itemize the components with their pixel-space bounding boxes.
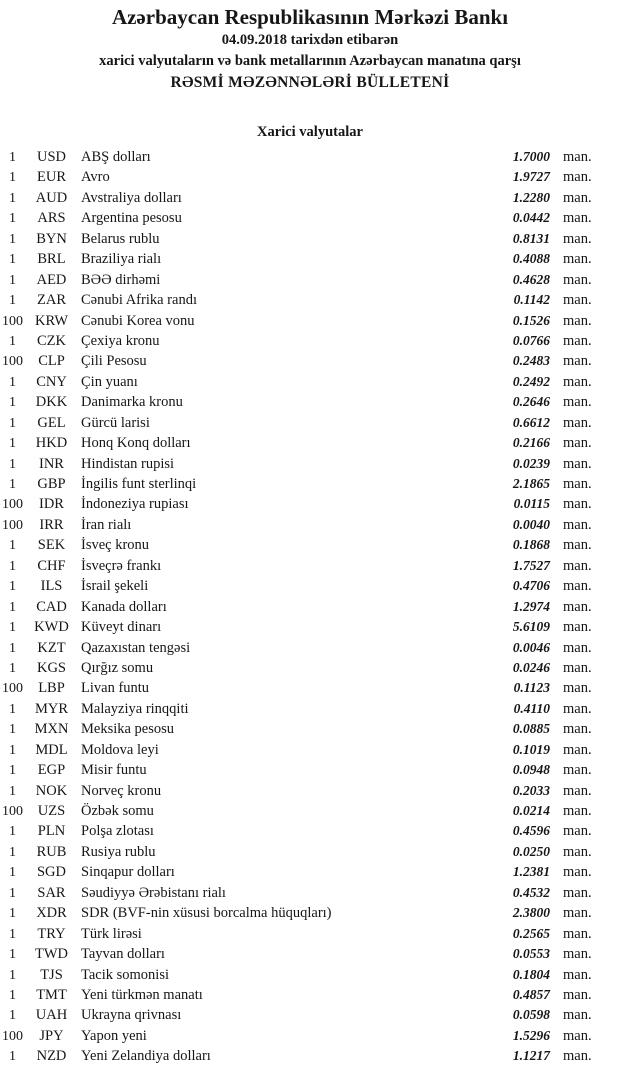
quantity-cell: 1 bbox=[9, 538, 16, 554]
currency-code-cell: BYN bbox=[36, 230, 67, 247]
rate-cell: 0.1019 bbox=[512, 741, 550, 757]
unit-cell: man. bbox=[563, 884, 592, 901]
unit-cell: man. bbox=[563, 414, 592, 431]
currency-code-cell: EGP bbox=[37, 762, 66, 779]
currency-name-cell: İngilis funt sterlinqi bbox=[81, 476, 197, 492]
quantity-cell: 1 bbox=[9, 885, 16, 901]
table-row bbox=[0, 638, 620, 658]
table-row bbox=[0, 597, 620, 617]
unit-cell: man. bbox=[563, 1027, 592, 1044]
rate-cell: 0.2646 bbox=[512, 394, 550, 410]
unit-cell: man. bbox=[563, 312, 592, 329]
unit-cell: man. bbox=[563, 230, 592, 247]
unit-cell: man. bbox=[563, 803, 592, 819]
rate-cell: 2.1865 bbox=[512, 476, 550, 491]
currency-name-cell: Çin yuanı bbox=[81, 373, 138, 390]
table-row bbox=[0, 249, 620, 269]
quantity-cell: 1 bbox=[9, 824, 16, 840]
unit-cell: man. bbox=[563, 394, 592, 411]
currency-code-cell: AED bbox=[36, 271, 67, 288]
unit-cell: man. bbox=[563, 782, 592, 799]
unit-cell: man. bbox=[563, 210, 592, 227]
currency-code-cell: IRR bbox=[39, 516, 64, 533]
quantity-cell: 100 bbox=[2, 517, 23, 533]
currency-code-cell: CHF bbox=[37, 557, 66, 574]
rate-cell: 1.7527 bbox=[512, 557, 550, 573]
quantity-cell: 1 bbox=[9, 844, 16, 860]
currency-code-cell: DKK bbox=[35, 394, 68, 411]
currency-code-cell: SAR bbox=[37, 884, 66, 901]
currency-code-cell: INR bbox=[39, 455, 64, 472]
table-row bbox=[0, 208, 620, 228]
currency-name-cell: Özbək somu bbox=[81, 803, 154, 819]
currency-code-cell: CNY bbox=[36, 373, 67, 390]
table-row bbox=[0, 781, 620, 801]
table-row bbox=[0, 311, 620, 331]
quantity-cell: 1 bbox=[9, 1008, 16, 1024]
rate-cell: 0.1868 bbox=[512, 537, 550, 553]
currency-name-cell: İsveçrə frankı bbox=[81, 557, 162, 574]
quantity-cell: 1 bbox=[9, 415, 16, 431]
table-row bbox=[0, 965, 620, 985]
table-row bbox=[0, 188, 620, 208]
bank-name-title: Azərbaycan Respublikasının Mərkəzi Bankı bbox=[111, 5, 509, 29]
rate-cell: 1.9727 bbox=[512, 169, 550, 185]
currency-name-cell: Braziliya rialı bbox=[81, 251, 162, 268]
table-row bbox=[0, 1005, 620, 1025]
rate-cell: 0.0239 bbox=[512, 455, 550, 471]
table-row bbox=[0, 801, 620, 821]
quantity-cell: 1 bbox=[9, 783, 16, 799]
currency-name-cell: Meksika pesosu bbox=[81, 721, 175, 738]
currency-code-cell: CAD bbox=[36, 598, 67, 615]
rate-cell: 1.7000 bbox=[512, 149, 550, 164]
exchange-rates-table bbox=[0, 147, 620, 1067]
table-row bbox=[0, 167, 620, 187]
currency-code-cell: AUD bbox=[35, 189, 68, 206]
currency-code-cell: BRL bbox=[37, 251, 66, 268]
quantity-cell: 1 bbox=[9, 763, 16, 779]
quantity-cell: 1 bbox=[9, 395, 16, 411]
table-row bbox=[0, 433, 620, 453]
rate-cell: 0.1123 bbox=[513, 680, 550, 696]
rate-cell: 0.2492 bbox=[512, 373, 550, 389]
unit-cell: man. bbox=[563, 537, 592, 554]
unit-cell: man. bbox=[563, 598, 592, 615]
quantity-cell: 1 bbox=[9, 579, 16, 595]
table-row bbox=[0, 760, 620, 780]
quantity-cell: 1 bbox=[9, 252, 16, 268]
table-row bbox=[0, 372, 620, 392]
bulletin-title: RƏSMİ MƏZƏNNƏLƏRİ BÜLLETENİ bbox=[170, 74, 450, 91]
currency-name-cell: Türk lirəsi bbox=[81, 925, 142, 942]
table-row bbox=[0, 658, 620, 678]
quantity-cell: 100 bbox=[2, 354, 23, 370]
currency-name-cell: Avstraliya dolları bbox=[81, 189, 182, 206]
currency-name-cell: BƏƏ dirhəmi bbox=[81, 271, 161, 288]
rate-cell: 0.0214 bbox=[512, 803, 550, 818]
currency-name-cell: Polşa zlotası bbox=[81, 823, 154, 840]
rate-cell: 2.3800 bbox=[512, 905, 550, 921]
table-row bbox=[0, 903, 620, 923]
table-row bbox=[0, 290, 620, 310]
table-row bbox=[0, 821, 620, 841]
unit-cell: man. bbox=[563, 905, 592, 922]
currency-code-cell: RUB bbox=[36, 843, 67, 860]
currency-name-cell: İndoneziya rupiası bbox=[81, 496, 189, 513]
quantity-cell: 1 bbox=[9, 660, 16, 676]
rate-cell: 1.2280 bbox=[512, 189, 550, 205]
table-row bbox=[0, 617, 620, 637]
rate-cell: 1.5296 bbox=[512, 1027, 550, 1043]
currency-code-cell: HKD bbox=[35, 435, 68, 452]
rate-cell: 1.2381 bbox=[512, 864, 550, 880]
quantity-cell: 1 bbox=[9, 150, 16, 165]
unit-cell: man. bbox=[563, 332, 592, 349]
currency-code-cell: ARS bbox=[37, 210, 66, 227]
table-row bbox=[0, 454, 620, 474]
currency-name-cell: Hindistan rupisi bbox=[81, 455, 175, 472]
currency-name-cell: Tayvan dolları bbox=[81, 946, 165, 963]
currency-code-cell: MDL bbox=[35, 741, 68, 758]
currency-name-cell: Çili Pesosu bbox=[81, 353, 147, 370]
rate-cell: 0.0553 bbox=[512, 946, 550, 962]
table-row bbox=[0, 494, 620, 514]
unit-cell: man. bbox=[563, 966, 592, 983]
rate-cell: 0.6612 bbox=[512, 414, 550, 430]
rate-cell: 0.4628 bbox=[512, 271, 550, 287]
currency-code-cell: KGS bbox=[36, 659, 66, 676]
currency-code-cell: IDR bbox=[39, 496, 64, 513]
rate-cell: 0.1804 bbox=[512, 966, 550, 982]
rate-cell: 0.4532 bbox=[512, 884, 550, 900]
unit-cell: man. bbox=[563, 700, 592, 717]
table-row bbox=[0, 351, 620, 371]
rate-cell: 0.4857 bbox=[512, 986, 550, 1002]
quantity-cell: 1 bbox=[9, 620, 16, 636]
unit-cell: man. bbox=[563, 986, 592, 1003]
quantity-cell: 1 bbox=[9, 436, 16, 452]
table-row bbox=[0, 699, 620, 719]
currency-code-cell: CLP bbox=[38, 353, 65, 370]
unit-cell: man. bbox=[563, 557, 592, 574]
currency-code-cell: USD bbox=[36, 149, 66, 165]
currency-code-cell: CZK bbox=[37, 332, 66, 349]
quantity-cell: 100 bbox=[2, 1028, 23, 1044]
currency-code-cell: SGD bbox=[36, 864, 66, 881]
rate-cell: 0.2033 bbox=[512, 782, 550, 798]
rate-cell: 5.6109 bbox=[512, 619, 550, 635]
unit-cell: man. bbox=[563, 149, 592, 165]
currency-name-cell: SDR (BVF-nin xüsusi borcalma hüquqları) bbox=[81, 905, 332, 922]
quantity-cell: 1 bbox=[9, 333, 16, 349]
unit-cell: man. bbox=[563, 455, 592, 472]
rate-cell: 0.2166 bbox=[512, 435, 550, 451]
currency-name-cell: Cənubi Afrika randı bbox=[81, 292, 197, 309]
currency-code-cell: ZAR bbox=[37, 292, 66, 309]
currency-code-cell: JPY bbox=[39, 1027, 64, 1044]
rate-cell: 0.8131 bbox=[512, 230, 550, 246]
table-row bbox=[0, 147, 620, 167]
rate-cell: 0.1142 bbox=[513, 292, 550, 308]
quantity-cell: 1 bbox=[9, 558, 16, 574]
table-row bbox=[0, 556, 620, 576]
quantity-cell: 1 bbox=[9, 926, 16, 942]
quantity-cell: 1 bbox=[9, 170, 16, 186]
unit-cell: man. bbox=[563, 476, 592, 492]
rate-cell: 0.0766 bbox=[512, 332, 550, 348]
currency-code-cell: MXN bbox=[34, 721, 69, 738]
currency-code-cell: UAH bbox=[35, 1007, 68, 1024]
quantity-cell: 1 bbox=[9, 865, 16, 881]
rate-cell: 0.0250 bbox=[512, 843, 550, 859]
currency-name-cell: Ukrayna qrivnası bbox=[81, 1007, 182, 1024]
rate-cell: 0.0598 bbox=[512, 1007, 550, 1023]
currency-name-cell: Danimarka kronu bbox=[81, 394, 183, 411]
currency-code-cell: ILS bbox=[40, 578, 63, 595]
currency-name-cell: Norveç kronu bbox=[81, 782, 162, 799]
unit-cell: man. bbox=[563, 946, 592, 963]
currency-name-cell: Argentina pesosu bbox=[81, 210, 182, 227]
currency-name-cell: Gürcü larisi bbox=[81, 414, 150, 431]
rate-cell: 0.0046 bbox=[512, 639, 550, 655]
unit-cell: man. bbox=[563, 271, 592, 288]
quantity-cell: 1 bbox=[9, 374, 16, 390]
currency-code-cell: XDR bbox=[36, 905, 67, 922]
currency-code-cell: NOK bbox=[35, 782, 68, 799]
table-row bbox=[0, 678, 620, 698]
currency-name-cell: ABŞ dolları bbox=[81, 149, 151, 165]
unit-cell: man. bbox=[563, 189, 592, 206]
rate-cell: 0.4596 bbox=[512, 823, 550, 839]
quantity-cell: 100 bbox=[2, 313, 23, 329]
currency-name-cell: Kanada dolları bbox=[81, 598, 167, 615]
unit-cell: man. bbox=[563, 169, 592, 186]
currency-name-cell: Tacik somonisi bbox=[81, 966, 169, 983]
rate-cell: 0.0442 bbox=[512, 210, 550, 226]
table-row bbox=[0, 719, 620, 739]
currency-code-cell: PLN bbox=[37, 823, 66, 840]
quantity-cell: 1 bbox=[9, 640, 16, 656]
currency-code-cell: KRW bbox=[34, 312, 69, 329]
currency-name-cell: Malayziya rinqqiti bbox=[81, 700, 189, 717]
table-row bbox=[0, 985, 620, 1005]
table-row bbox=[0, 229, 620, 249]
table-row bbox=[0, 515, 620, 535]
table-row bbox=[0, 535, 620, 555]
table-row bbox=[0, 842, 620, 862]
currency-code-cell: UZS bbox=[37, 803, 66, 819]
currency-code-cell: KWD bbox=[34, 619, 69, 636]
table-row bbox=[0, 862, 620, 882]
currency-code-cell: EUR bbox=[37, 169, 66, 186]
rate-cell: 0.2565 bbox=[512, 925, 550, 941]
currency-name-cell: Küveyt dinarı bbox=[81, 619, 162, 636]
quantity-cell: 100 bbox=[2, 497, 23, 513]
table-row bbox=[0, 331, 620, 351]
unit-cell: man. bbox=[563, 292, 592, 309]
currency-name-cell: Yapon yeni bbox=[81, 1027, 147, 1044]
rate-cell: 0.4706 bbox=[512, 578, 550, 594]
unit-cell: man. bbox=[563, 373, 592, 390]
table-row bbox=[0, 413, 620, 433]
currency-code-cell: KZT bbox=[37, 639, 66, 656]
currency-name-cell: Avro bbox=[81, 169, 110, 186]
section-title-foreign-currencies: Xarici valyutalar bbox=[257, 124, 363, 140]
quantity-cell: 1 bbox=[9, 477, 16, 492]
unit-cell: man. bbox=[563, 578, 592, 595]
unit-cell: man. bbox=[563, 516, 592, 533]
rate-cell: 0.4110 bbox=[513, 700, 550, 716]
quantity-cell: 1 bbox=[9, 293, 16, 309]
currency-name-cell: Yeni türkmən manatı bbox=[81, 986, 203, 1003]
quantity-cell: 1 bbox=[9, 987, 16, 1003]
currency-name-cell: Cənubi Korea vonu bbox=[81, 312, 195, 329]
currency-name-cell: Rusiya rublu bbox=[81, 843, 156, 860]
quantity-cell: 1 bbox=[9, 599, 16, 615]
currency-code-cell: NZD bbox=[36, 1048, 67, 1065]
rate-cell: 0.1526 bbox=[512, 312, 550, 328]
rate-cell: 0.2483 bbox=[512, 353, 550, 369]
currency-code-cell: MYR bbox=[34, 700, 69, 717]
effective-date-line: 04.09.2018 tarixdən etibarən bbox=[221, 32, 399, 48]
unit-cell: man. bbox=[563, 1007, 592, 1024]
quantity-cell: 1 bbox=[9, 967, 16, 983]
currency-name-cell: Honq Konq dolları bbox=[81, 435, 191, 452]
unit-cell: man. bbox=[563, 721, 592, 738]
table-row bbox=[0, 1026, 620, 1046]
currency-name-cell: Sinqapur dolları bbox=[81, 864, 175, 881]
currency-code-cell: GBP bbox=[37, 476, 66, 492]
rate-cell: 0.0885 bbox=[512, 721, 550, 737]
currency-name-cell: İran rialı bbox=[81, 516, 132, 533]
unit-cell: man. bbox=[563, 659, 592, 676]
unit-cell: man. bbox=[563, 843, 592, 860]
unit-cell: man. bbox=[563, 1048, 592, 1065]
currency-code-cell: TJS bbox=[40, 966, 63, 983]
currency-name-cell: Səudiyyə Ərəbistanı rialı bbox=[81, 884, 226, 901]
unit-cell: man. bbox=[563, 496, 592, 513]
quantity-cell: 100 bbox=[2, 804, 23, 819]
unit-cell: man. bbox=[563, 353, 592, 370]
quantity-cell: 1 bbox=[9, 231, 16, 247]
table-row bbox=[0, 392, 620, 412]
currency-name-cell: Yeni Zelandiya dolları bbox=[81, 1048, 211, 1065]
quantity-cell: 1 bbox=[9, 211, 16, 227]
currency-code-cell: TWD bbox=[34, 946, 68, 963]
rate-cell: 0.0040 bbox=[512, 516, 550, 532]
table-row bbox=[0, 944, 620, 964]
quantity-cell: 1 bbox=[9, 272, 16, 288]
table-row bbox=[0, 924, 620, 944]
currency-name-cell: Misir funtu bbox=[81, 762, 147, 779]
unit-cell: man. bbox=[563, 435, 592, 452]
rate-cell: 0.0115 bbox=[513, 496, 550, 512]
unit-cell: man. bbox=[563, 823, 592, 840]
quantity-cell: 1 bbox=[9, 1049, 16, 1065]
unit-cell: man. bbox=[563, 762, 592, 779]
currency-name-cell: Çexiya kronu bbox=[81, 332, 160, 349]
unit-cell: man. bbox=[563, 925, 592, 942]
table-row bbox=[0, 883, 620, 903]
currency-name-cell: Qırğız somu bbox=[81, 659, 154, 676]
unit-cell: man. bbox=[563, 741, 592, 758]
unit-cell: man. bbox=[563, 251, 592, 268]
table-row bbox=[0, 576, 620, 596]
quantity-cell: 1 bbox=[9, 722, 16, 738]
currency-code-cell: SEK bbox=[37, 537, 66, 554]
table-row bbox=[0, 270, 620, 290]
quantity-cell: 1 bbox=[9, 701, 16, 717]
unit-cell: man. bbox=[563, 639, 592, 656]
unit-cell: man. bbox=[563, 680, 592, 697]
quantity-cell: 1 bbox=[9, 906, 16, 922]
rate-cell: 1.2974 bbox=[512, 598, 550, 614]
currency-code-cell: GEL bbox=[37, 414, 66, 431]
subject-line: xarici valyutaların və bank metallarının Azərbaycan manatına qarşı bbox=[99, 53, 521, 69]
currency-name-cell: İsrail şekeli bbox=[81, 578, 149, 595]
rate-cell: 0.0246 bbox=[512, 659, 550, 675]
currency-name-cell: Livan funtu bbox=[81, 680, 150, 697]
currency-code-cell: TRY bbox=[37, 925, 66, 942]
currency-code-cell: TMT bbox=[36, 986, 67, 1003]
quantity-cell: 100 bbox=[2, 681, 23, 697]
currency-name-cell: Qazaxıstan tengəsi bbox=[81, 639, 191, 656]
unit-cell: man. bbox=[563, 864, 592, 881]
table-row bbox=[0, 474, 620, 494]
rate-cell: 0.4088 bbox=[512, 251, 550, 267]
quantity-cell: 1 bbox=[9, 190, 16, 206]
table-row bbox=[0, 740, 620, 760]
rate-cell: 1.1217 bbox=[512, 1048, 550, 1064]
quantity-cell: 1 bbox=[9, 456, 16, 472]
currency-name-cell: Belarus rublu bbox=[81, 230, 160, 247]
quantity-cell: 1 bbox=[9, 947, 16, 963]
quantity-cell: 1 bbox=[9, 742, 16, 758]
table-row bbox=[0, 1046, 620, 1066]
rate-cell: 0.0948 bbox=[512, 762, 550, 778]
currency-name-cell: İsveç kronu bbox=[81, 537, 150, 554]
currency-name-cell: Moldova leyi bbox=[81, 741, 159, 758]
unit-cell: man. bbox=[563, 619, 592, 636]
currency-code-cell: LBP bbox=[38, 680, 65, 697]
